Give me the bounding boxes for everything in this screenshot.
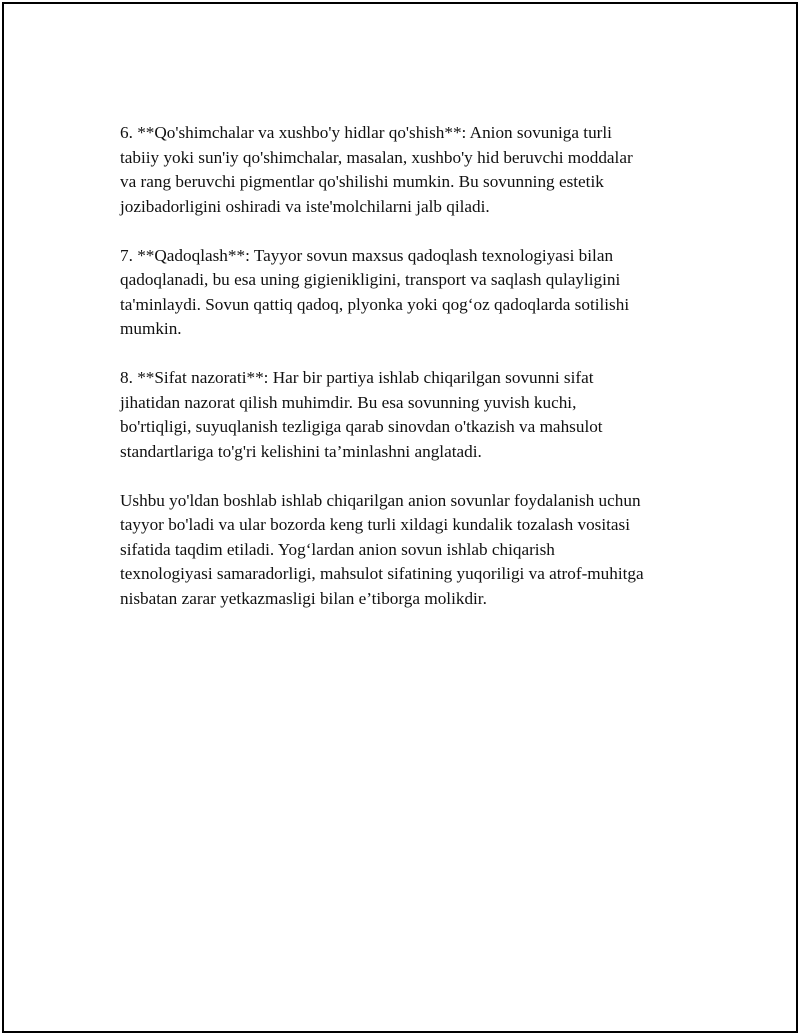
paragraph-packaging: 7. **Qadoqlash**: Tayyor sovun maxsus qadoqlash texnologiyasi bilan qadoqlanadi, bu esa uning gigienikligini, transport va saqlash qulayligini ta'minlaydi. Sovun qattiq qadoq, plyonka yoki qog‘oz qadoqlarda sotilishi mumkin. [120, 245, 630, 338]
paragraph-quality-control: 8. **Sifat nazorati**: Har bir partiya ishlab chiqarilgan sovunni sifat jihatidan nazorat qilish muhimdir. Bu esa sovunning yuvish kuchi, bo'rtiqligi, suyuqlanish tezligiga qarab sinovdan o'tkazish va mahsulot standartlariga to'g'ri kelishini ta’minlashni anglatadi. [120, 368, 603, 461]
document-body [120, 121, 700, 636]
paragraph-conclusion: Ushbu yo'ldan boshlab ishlab chiqarilgan anion sovunlar foydalanish uchun tayyor bo'ladi va ular bozorda keng turli xildagi kundalik tozalash vositasi sifatida taqdim etiladi. Yog‘lardan anion sovun ishlab chiqarish texnologiyasi samaradorligi, mahsulot sifatining yuqoriligi va atrof-muhitga nisbatan zarar yetkazmasligi bilan e’tiborga molikdir. [120, 490, 644, 608]
paragraph-additives: 6. **Qo'shimchalar va xushbo'y hidlar qo'shish**: Anion sovuniga turli tabiiy yoki sun'iy qo'shimchalar, masalan, xushbo'y hid beruvchi moddalar va rang beruvchi pigmentlar qo'shilishi mumkin. Bu sovunning estetik jozibadorligini oshiradi va iste'molchilarni jalb qiladi. [120, 123, 633, 216]
document-page [2, 2, 798, 1033]
